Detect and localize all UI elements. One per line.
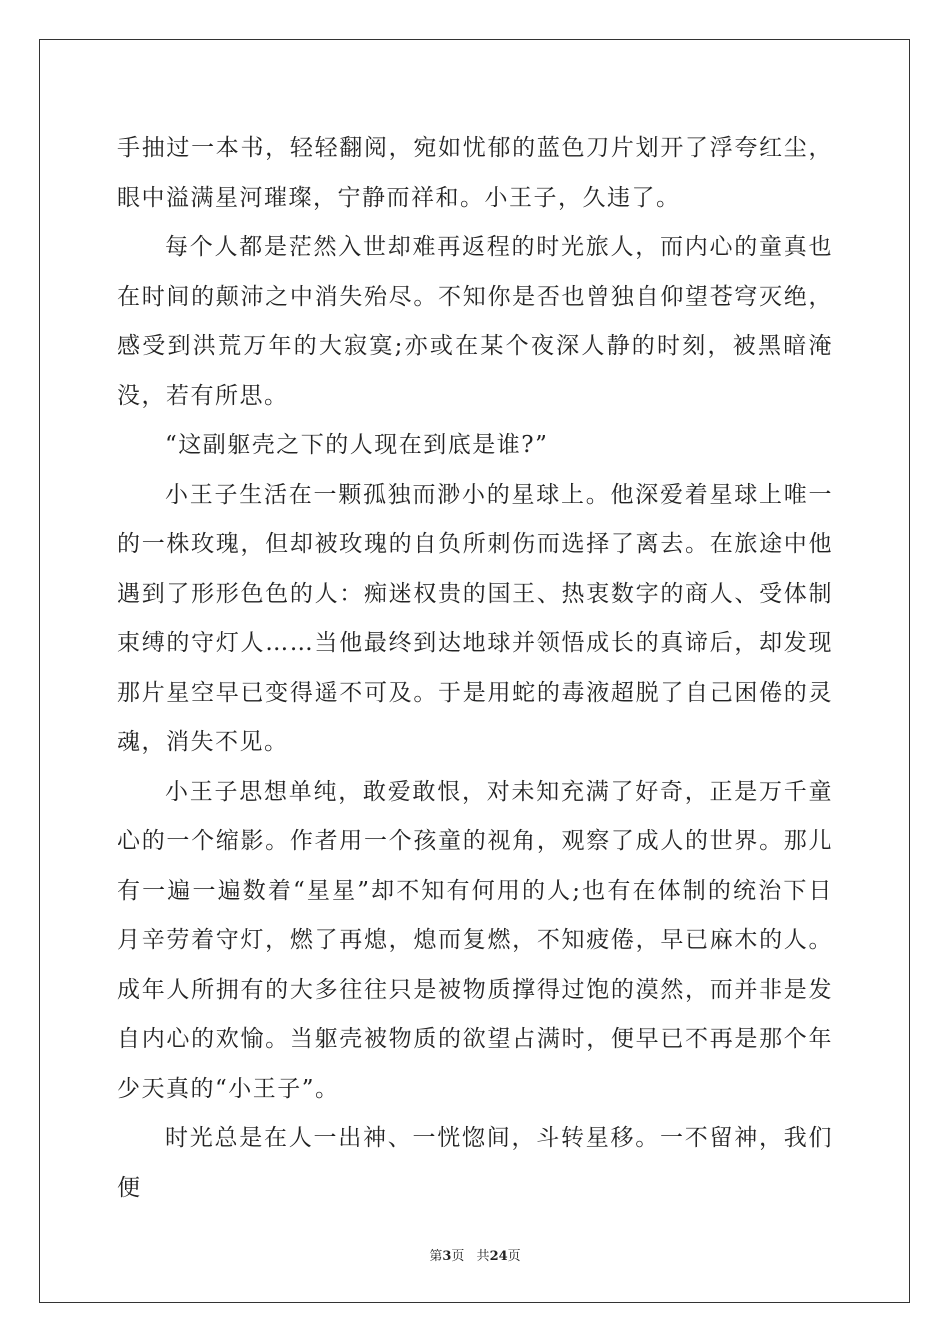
page-suffix: 页 — [451, 1249, 465, 1264]
document-body — [117, 124, 833, 1213]
paragraph: 小王子生活在一颗孤独而渺小的星球上。他深爱着星球上唯一的一株玫瑰，但却被玫瑰的自负所刺伤而选择了离去。在旅途中他遇到了形形色色的人：痴迷权贵的国王、热衷数字的商人、受体制束缚的守灯人……当他最终到达地球并领悟成长的真谛后，却发现那片星空早已变得遥不可及。于是用蛇的毒液超脱了自己困倦的灵魂，消失不见。 — [117, 481, 833, 755]
paragraph: 每个人都是茫然入世却难再返程的时光旅人，而内心的童真也在时间的颠沛之中消失殆尽。不知你是否也曾独自仰望苍穹灭绝，感受到洪荒万年的大寂寞;亦或在某个夜深人静的时刻，被黑暗淹没，若有所思。 — [117, 234, 833, 409]
total-suffix: 页 — [507, 1249, 521, 1264]
page-total — [477, 1249, 521, 1264]
total-prefix: 共 — [476, 1249, 490, 1264]
page-total-count: 24 — [489, 1249, 508, 1264]
page-number — [429, 1249, 464, 1264]
page-prefix: 第 — [429, 1249, 443, 1264]
paragraph: 小王子思想单纯，敢爱敢恨，对未知充满了好奇，正是万千童心的一个缩影。作者用一个孩童的视角，观察了成人的世界。那儿有一遍一遍数着“星星”却不知有何用的人;也有在体制的统治下日月辛劳着守灯，燃了再熄，熄而复燃，不知疲倦，早已麻木的人。成年人所拥有的大多往往只是被物质撑得过饱的漠然，而并非是发自内心的欢愉。当躯壳被物质的欲望占满时，便早已不再是那个年少天真的“小王子”。 — [117, 778, 833, 1102]
page-current: 3 — [442, 1249, 452, 1264]
paragraph: 时光总是在人一出神、一恍惚间，斗转星移。一不留神，我们便 — [117, 1125, 833, 1201]
page-footer — [0, 1245, 950, 1264]
paragraph: “这副躯壳之下的人现在到底是谁?” — [165, 432, 549, 458]
paragraph: 手抽过一本书，轻轻翻阅，宛如忧郁的蓝色刀片划开了浮夸红尘，眼中溢满星河璀璨，宁静而祥和。小王子，久违了。 — [117, 135, 833, 211]
